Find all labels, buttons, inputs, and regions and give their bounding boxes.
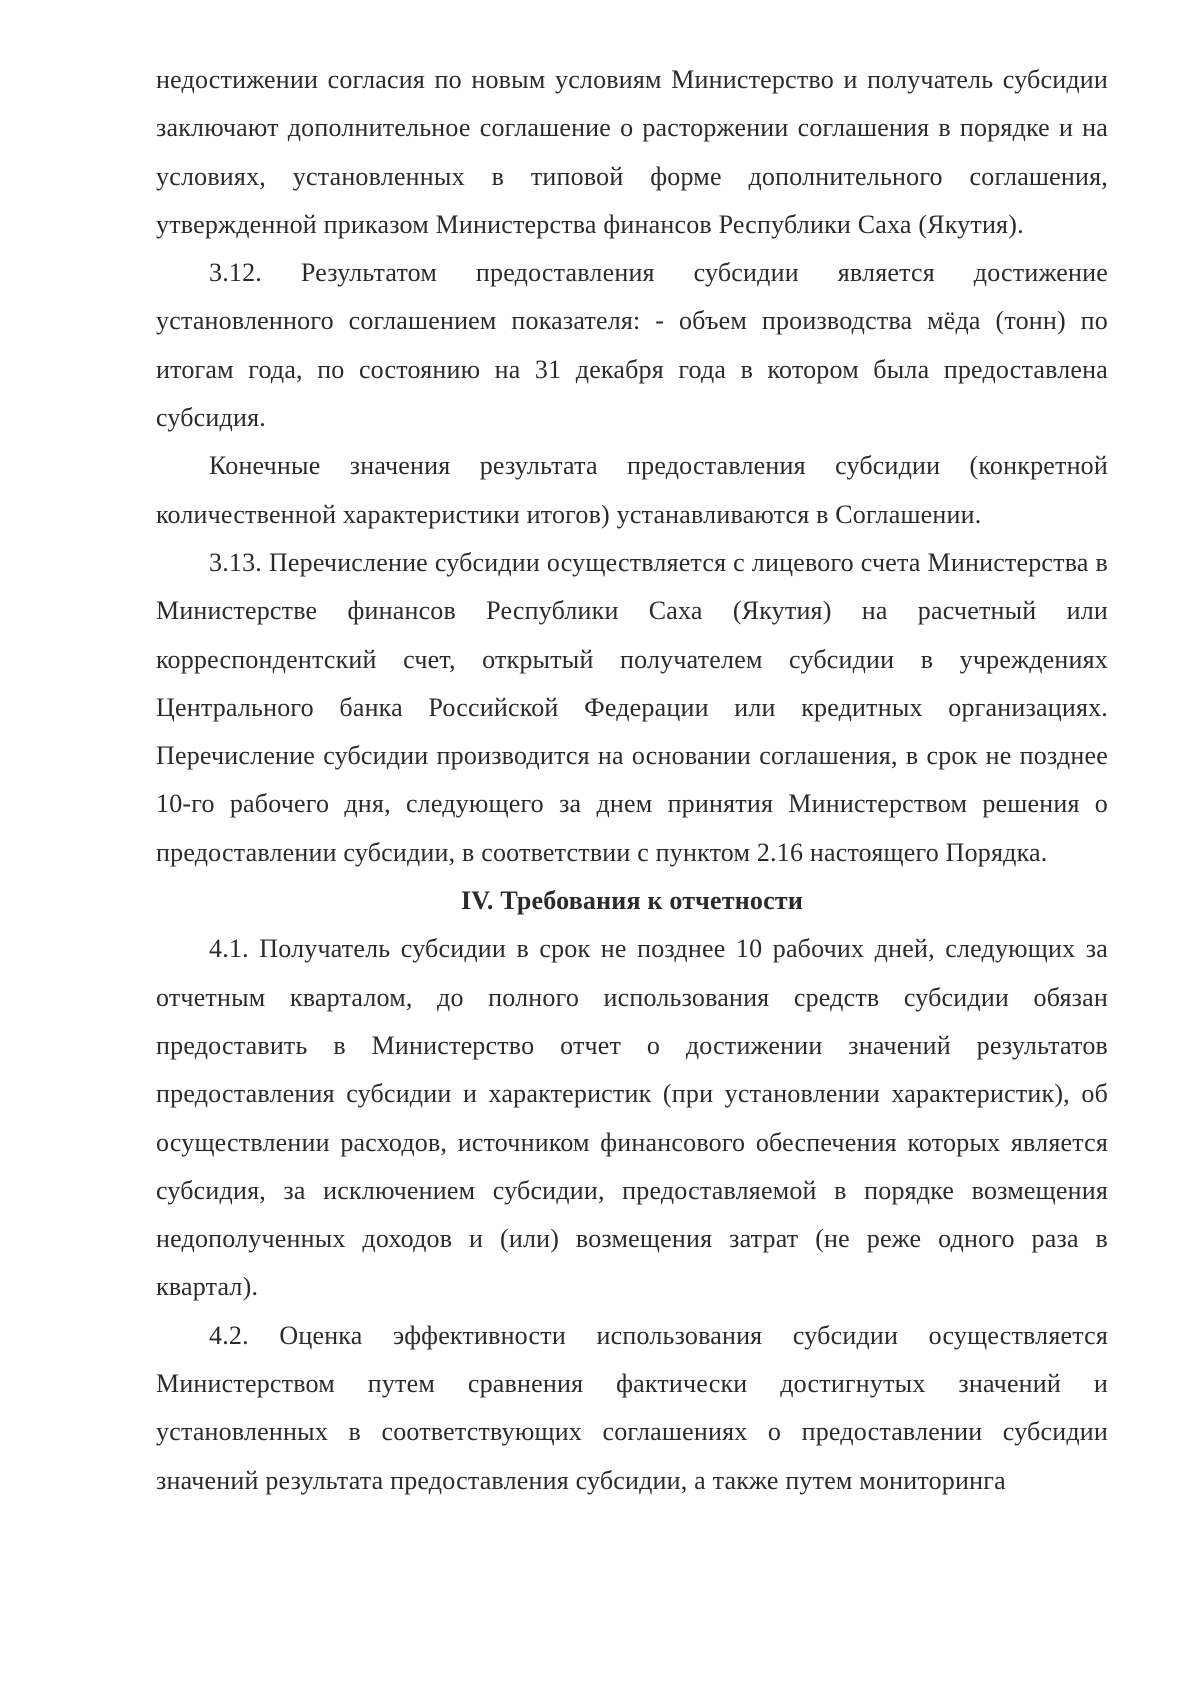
document-body: [156, 56, 1108, 1505]
paragraph-4-1: 4.1. Получатель субсидии в срок не позднее 10 рабочих дней, следующих за отчетным кварталом, до полного использования средств субсидии обязан предоставить в Министерство отчет о достижении значений результатов предоставления субсидии и характеристик (при установлении характеристик), об осуществлении расходов, источником финансового обеспечения которых является субсидия, за исключением субсидии, предоставляемой в порядке возмещения недополученных доходов и (или) возмещения затрат (не реже одного раза в квартал).: [156, 934, 1108, 1302]
paragraph-final-values: Конечные значения результата предоставления субсидии (конкретной количественной характеристики итогов) устанавливаются в Соглашении.: [156, 451, 1108, 529]
paragraph-continuation-3-11: недостижении согласия по новым условиям Министерство и получатель субсидии заключают дополнительное соглашение о расторжении соглашения в порядке и на условиях, установленных в типовой форме дополнительного соглашения, утвержденной приказом Министерства финансов Республики Саха (Якутия).: [156, 65, 1108, 239]
paragraph-4-2: 4.2. Оценка эффективности использования субсидии осуществляется Министерством путем сравнения фактически достигнутых значений и установленных в соответствующих соглашениях о предоставлении субсидии значений результата предоставления субсидии, а также путем мониторинга: [156, 1320, 1108, 1495]
paragraph-3-13: 3.13. Перечисление субсидии осуществляется с лицевого счета Министерства в Министерстве финансов Республики Саха (Якутия) на расчетный или корреспондентский счет, открытый получателем субсидии в учреждениях Центрального банка Российской Федерации или кредитных организациях. Перечисление субсидии производится на основании соглашения, в срок не позднее 10-го рабочего дня, следующего за днем принятия Министерством решения о предоставлении субсидии, в соответствии с пунктом 2.16 настоящего Порядка.: [156, 547, 1108, 867]
section-heading-iv: IV. Требования к отчетности: [460, 886, 804, 916]
paragraph-3-12: 3.12. Результатом предоставления субсидии является достижение установленного соглашением показателя: - объем производства мёда (тонн) по итогам года, по состоянию на 31 декабря года в котором была предоставлена субсидия.: [156, 258, 1108, 433]
